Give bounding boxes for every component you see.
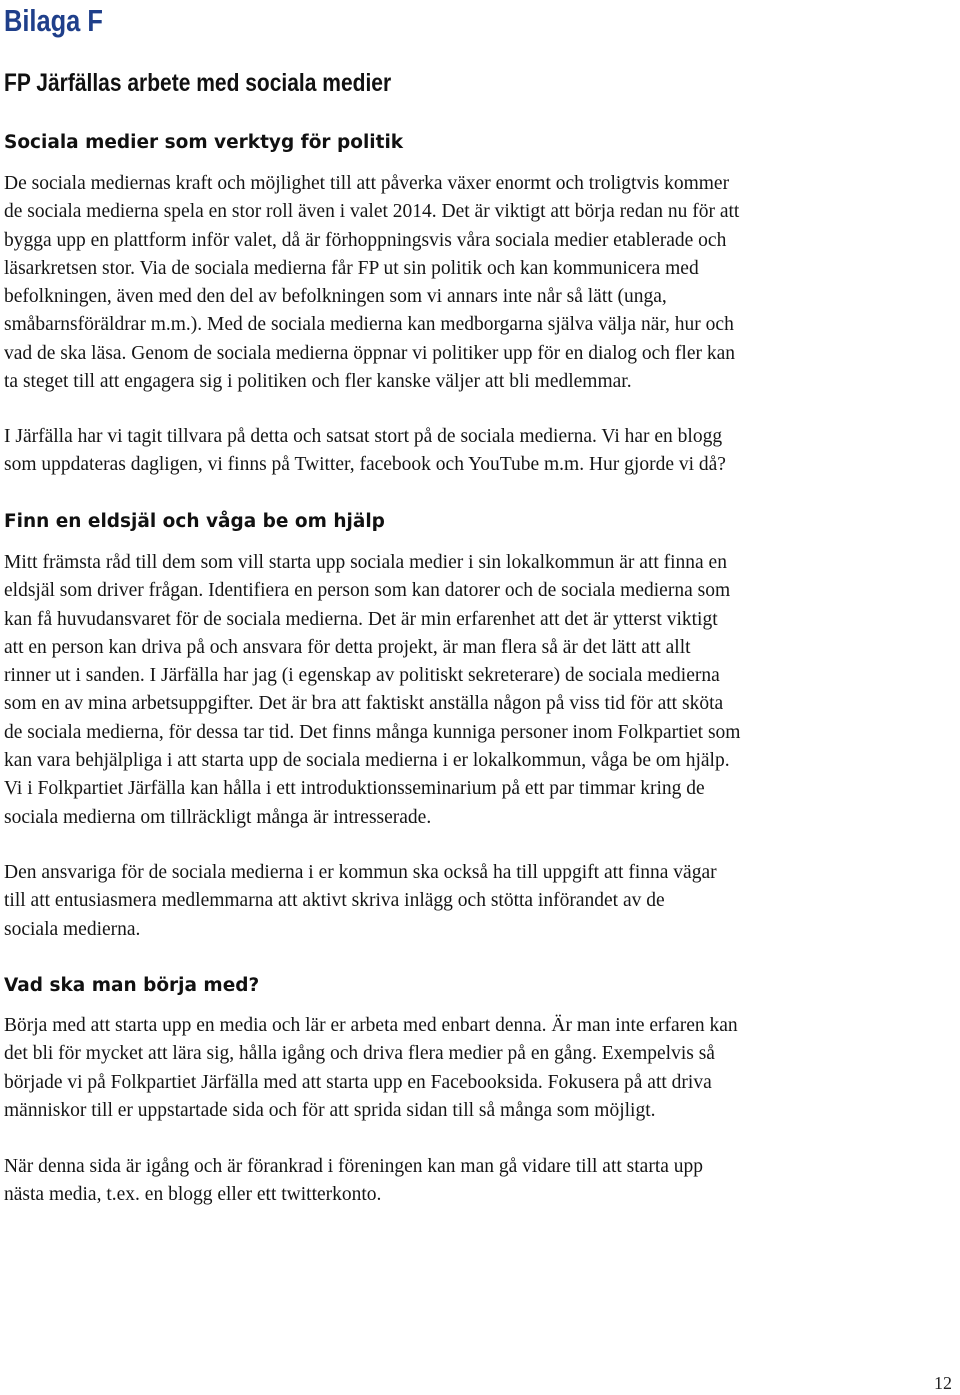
paragraph-line: läsarkretsen stor. Via de sociala medierna får FP ut sin politik och kan kommunicera med — [4, 257, 699, 279]
paragraph-line: nästa media, t.ex. en blogg eller ett twitterkonto. — [4, 1184, 382, 1206]
paragraph-line: ta steget till att engagera sig i politiken och fler kanske väljer att bli medlemmar. — [4, 371, 632, 393]
paragraph-line: I Järfälla har vi tagit tillvara på detta och satsat stort på de sociala medierna. Vi har en blogg — [4, 426, 723, 447]
paragraph-line: som en av mina arbetsuppgifter. Det är bra att faktiskt anställa någon på viss tid för att sköta — [4, 693, 724, 715]
paragraph-line: När denna sida är igång och är förankrad i föreningen kan man gå vidare till att starta upp — [4, 1156, 704, 1177]
paragraph — [4, 859, 856, 944]
paragraph-line: att en person kan driva på och ansvara för detta projekt, är man flera så är det lätt att allt — [4, 636, 691, 658]
section-heading-tools-for-politics: Sociala medier som verktyg för politik — [4, 132, 404, 153]
paragraph-line: Vi i Folkpartiet Järfälla kan hålla i ett introduktionsseminarium på ett par timmar kring de — [4, 778, 705, 800]
section-heading-where-to-start: Vad ska man börja med? — [4, 975, 260, 996]
paragraph-line: människor till er uppstartade sida och för att sprida sidan till så många som möjligt. — [4, 1099, 656, 1121]
paragraph-line: kan vara behjälpliga i att starta upp de sociala medierna i er lokalkommun, våga be om hjälp. — [4, 750, 730, 772]
paragraph-line: befolkningen, även med den del av befolkningen som vi annars inte når så lätt (unga, — [4, 286, 667, 308]
paragraph-line: eldsjäl som driver frågan. Identifiera en person som kan datorer och de sociala medierna som — [4, 580, 731, 602]
paragraph-line: kan få huvudansvaret för de sociala medierna. Det är min erfarenhet att det är ytterst viktigt — [4, 608, 718, 630]
document-title: FP Järfällas arbete med sociala medier — [4, 69, 392, 97]
paragraph-line: Mitt främsta råd till dem som vill starta upp sociala medier i sin lokalkommun är att finna en — [4, 552, 727, 573]
section-heading-find-a-champion: Finn en eldsjäl och våga be om hjälp — [4, 511, 385, 532]
paragraph-line: sociala medierna. — [4, 918, 141, 940]
paragraph-line: till att entusiasmera medlemmarna att aktivt skriva inlägg och stötta införandet av de — [4, 890, 665, 912]
paragraph — [4, 170, 856, 396]
paragraph-line: Den ansvariga för de sociala medierna i er kommun ska också ha till uppgift att finna vägar — [4, 862, 717, 883]
paragraph-line: småbarnsföräldrar m.m.). Med de sociala medierna kan medborgarna själva välja när, hur och — [4, 314, 734, 336]
paragraph-line: började vi på Folkpartiet Järfälla med att starta upp en Facebooksida. Fokusera på att driva — [4, 1071, 712, 1093]
paragraph — [4, 1153, 856, 1210]
appendix-title: Bilaga F — [4, 3, 103, 38]
paragraph-line: de sociala medierna, för dessa tar tid. Det finns många kunniga personer inom Folkpartiet som — [4, 721, 741, 743]
paragraph — [4, 423, 856, 480]
paragraph-line: rinner ut i sanden. I Järfälla har jag (i egenskap av politiskt sekreterare) de sociala medierna — [4, 665, 720, 687]
paragraph-line: som uppdateras dagligen, vi finns på Twitter, facebook och YouTube m.m. Hur gjorde vi då? — [4, 454, 726, 476]
paragraph-line: vad de ska läsa. Genom de sociala medierna öppnar vi politiker upp för en dialog och fler kan — [4, 342, 736, 364]
paragraph-line: Börja med att starta upp en media och lär er arbeta med enbart denna. Är man inte erfaren kan — [4, 1015, 738, 1036]
page-number: 12 — [934, 1373, 952, 1393]
paragraph — [4, 1012, 856, 1125]
paragraph — [4, 549, 856, 832]
paragraph-line: De sociala mediernas kraft och möjlighet till att påverka växer enormt och troligtvis kommer — [4, 173, 730, 194]
paragraph-line: de sociala medierna spela en stor roll även i valet 2014. Det är viktigt att börja redan nu för att — [4, 201, 740, 223]
paragraph-line: bygga upp en plattform inför valet, då är förhoppningsvis våra sociala medier etablerade och — [4, 229, 727, 251]
paragraph-line: sociala medierna om tillräckligt många är intresserade. — [4, 806, 432, 828]
paragraph-line: det bli för mycket att lära sig, hålla igång och driva flera medier på en gång. Exempelvis så — [4, 1043, 715, 1065]
